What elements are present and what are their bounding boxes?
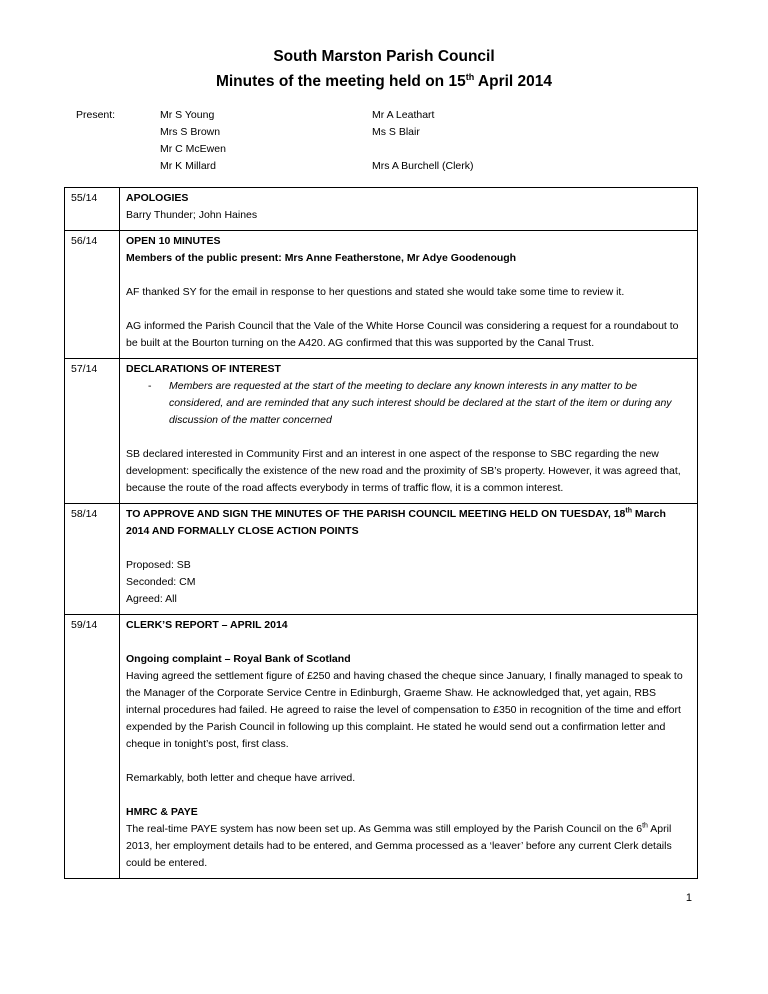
item-body xyxy=(120,231,698,359)
bullet-dash: - xyxy=(148,380,152,392)
item-body xyxy=(120,504,698,615)
item-agreed: Agreed: All xyxy=(126,593,177,605)
item-heading: OPEN 10 MINUTES xyxy=(126,235,221,247)
meeting-title: Minutes of the meeting held on 15th April 2014 xyxy=(215,71,553,90)
attendee: Mrs S Brown xyxy=(160,126,221,138)
item-number: 57/14 xyxy=(65,359,120,504)
attendee: Mr A Leathart xyxy=(372,109,435,121)
item-proposed: Proposed: SB xyxy=(126,559,191,571)
table-row xyxy=(65,188,698,231)
table-row xyxy=(65,615,698,879)
attendee: Mrs A Burchell (Clerk) xyxy=(372,160,474,172)
item-body xyxy=(120,188,698,231)
item-body xyxy=(120,615,698,879)
item-paragraph: Having agreed the settlement figure of £250 and having chased the cheque since January, I finally managed to speak to the Manager of the Corporate Service Centre in Edinburgh, Graeme Shaw. He acknowledged that, yet again, RBS internal procedures had failed. He agreed to raise the level of compensation to £350 in recognition of the time and effort expended by the Parish Council in following up this complaint. He stated he would send out a confirmation letter and cheque in tonight’s post, first class. xyxy=(126,670,683,750)
item-body xyxy=(120,359,698,504)
attendee: Mr K Millard xyxy=(160,160,217,172)
item-heading: TO APPROVE AND SIGN THE MINUTES OF THE PARISH COUNCIL MEETING HELD ON TUESDAY, 18th March 2014 AND FORMALLY CLOSE ACTION POINTS xyxy=(126,507,666,537)
item-subheading: Ongoing complaint – Royal Bank of Scotland xyxy=(126,653,351,665)
attendee: Mr S Young xyxy=(160,109,215,121)
item-heading: APOLOGIES xyxy=(126,192,189,204)
present-column-1 xyxy=(160,107,226,175)
item-heading: CLERK’S REPORT – APRIL 2014 xyxy=(126,619,288,631)
item-seconded: Seconded: CM xyxy=(126,576,196,588)
item-number: 56/14 xyxy=(65,231,120,359)
attendee: Ms S Blair xyxy=(372,126,420,138)
item-paragraph: The real-time PAYE system has now been set up. As Gemma was still employed by the Parish Council on the 6th April 2013, her employment details had to be entered, and Gemma processed as a ‘leaver’ before any current Clerk details could be entered. xyxy=(126,822,672,869)
present-column-2 xyxy=(372,107,474,175)
minutes-table xyxy=(64,187,698,879)
item-number: 59/14 xyxy=(65,615,120,879)
item-subheading: Members of the public present: Mrs Anne Featherstone, Mr Adye Goodenough xyxy=(126,252,517,264)
table-row xyxy=(65,504,698,615)
item-heading: DECLARATIONS OF INTEREST xyxy=(126,363,281,375)
page-number: 1 xyxy=(685,892,692,904)
attendee: Mr C McEwen xyxy=(160,143,226,155)
table-row xyxy=(65,231,698,359)
item-paragraph: SB declared interested in Community First and an interest in one aspect of the response to SBC regarding the new development: specifically the existence of the new road and the proximity of SB’s property. However, it was agreed that, because the route of the road affects everybody in terms of traffic flow, it is a common interest. xyxy=(126,448,681,494)
item-number: 55/14 xyxy=(65,188,120,231)
bullet-text: Members are requested at the start of the meeting to declare any known interests in any matter to be considered, and are reminded that any such interest should be declared at the start of the item or during any discussion of the matter concerned xyxy=(169,380,672,426)
table-row xyxy=(65,359,698,504)
present-label: Present: xyxy=(76,109,116,121)
item-text: Barry Thunder; John Haines xyxy=(126,209,258,221)
item-paragraph: AG informed the Parish Council that the Vale of the White Horse Council was considering a request for a roundabout to be built at the Bourton turning on the A420. AG confirmed that this was supported by the Canal Trust. xyxy=(126,320,679,349)
item-paragraph: AF thanked SY for the email in response to her questions and stated she would take some time to review it. xyxy=(126,286,625,298)
attendee xyxy=(372,141,474,158)
council-name: South Marston Parish Council xyxy=(273,48,495,65)
item-number: 58/14 xyxy=(65,504,120,615)
item-subheading: HMRC & PAYE xyxy=(126,806,198,818)
item-paragraph: Remarkably, both letter and cheque have arrived. xyxy=(126,772,356,784)
bullet-item xyxy=(148,378,691,429)
